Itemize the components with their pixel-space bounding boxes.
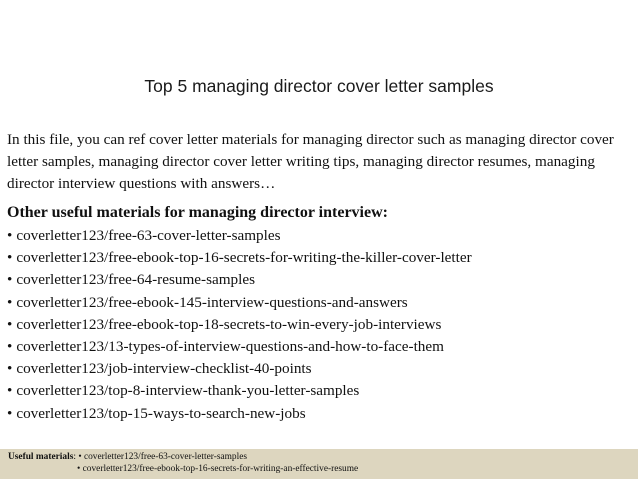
bullet-icon: • (7, 293, 13, 311)
list-item[interactable] (7, 403, 472, 425)
list-item[interactable] (7, 225, 472, 247)
footer-label: Useful materials (8, 452, 74, 462)
list-item[interactable] (7, 269, 472, 291)
list-item[interactable] (7, 336, 472, 358)
bullet-icon: • (7, 227, 13, 244)
footer-bullet-icon: • (77, 464, 81, 474)
list-item[interactable] (7, 358, 472, 380)
link-text[interactable]: coverletter123/free-ebook-145-interview-questions-and-answers (16, 293, 408, 311)
intro-paragraph: In this file, you can ref cover letter materials for managing director such as managing director cover letter samples, managing director cover letter writing tips, managing director resumes, managing director interview questions with answers… (7, 131, 614, 192)
footer-bullet-icon: • (78, 452, 82, 462)
list-item[interactable] (7, 247, 472, 269)
list-item[interactable] (7, 380, 472, 402)
bullet-icon: • (7, 360, 13, 378)
link-text[interactable]: coverletter123/free-63-cover-letter-samples (16, 227, 281, 244)
bullet-icon: • (7, 338, 13, 356)
bullet-icon: • (7, 249, 13, 267)
footer-row (8, 452, 247, 463)
link-text[interactable]: coverletter123/13-types-of-interview-questions-and-how-to-face-them (16, 338, 444, 356)
page-title: Top 5 managing director cover letter samples (144, 76, 494, 96)
footer-separator: : (73, 452, 79, 462)
materials-heading: Other useful materials for managing director interview: (7, 204, 388, 221)
list-item[interactable] (7, 314, 472, 336)
link-text[interactable]: coverletter123/free-ebook-top-16-secrets-for-writing-the-killer-cover-letter (16, 249, 472, 267)
list-item[interactable] (7, 292, 472, 314)
footer-row (77, 464, 358, 475)
footer-link[interactable]: coverletter123/free-63-cover-letter-samples (83, 452, 248, 462)
bullet-icon: • (7, 404, 13, 422)
link-text[interactable]: coverletter123/top-15-ways-to-search-new-jobs (16, 404, 306, 422)
bullet-icon: • (7, 271, 13, 289)
footer-bar (0, 449, 638, 479)
bullet-icon: • (7, 315, 13, 333)
footer-link[interactable]: coverletter123/free-ebook-top-16-secrets-for-writing-an-effective-resume (82, 464, 359, 474)
link-text[interactable]: coverletter123/job-interview-checklist-40-points (16, 360, 312, 378)
materials-list (7, 225, 472, 425)
link-text[interactable]: coverletter123/free-ebook-top-18-secrets-to-win-every-job-interviews (16, 315, 442, 333)
bullet-icon: • (7, 382, 13, 400)
link-text[interactable]: coverletter123/free-64-resume-samples (16, 271, 255, 289)
link-text[interactable]: coverletter123/top-8-interview-thank-you-letter-samples (16, 382, 360, 400)
